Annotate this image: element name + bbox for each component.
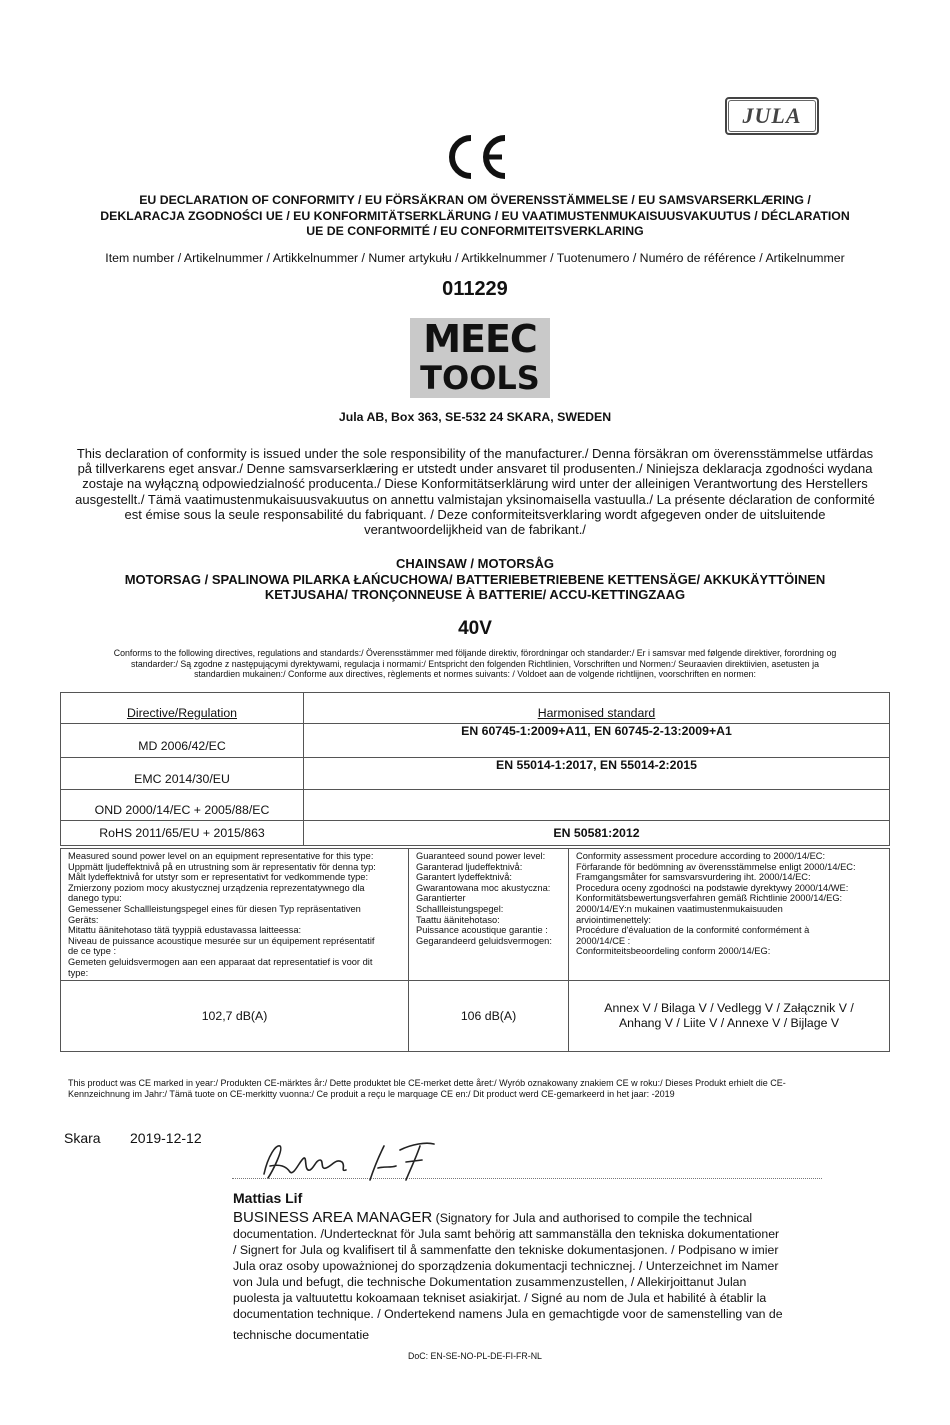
guaranteed-label-line: Gegarandeerd geluidsvermogen:: [416, 935, 552, 946]
product-title: [60, 556, 890, 603]
guaranteed-label-line: Gwarantowana moc akustyczna:: [416, 882, 551, 893]
ce-marked-line: Kennzeichnung im Jahr:/ Tämä tuote on CE-merkitty vuonna:/ Ce produit a reçu le marquage CE en:/ Dit product werd CE-gemarkeerd in het jaar: -2019: [68, 1088, 675, 1099]
signatory-text-line: Jula oraz osoby upoważnionej do sporządzenia dokumentacji technicznej. / Unterzeichnet im Namer: [233, 1259, 779, 1273]
table-row: [61, 724, 890, 758]
table-header-row: [61, 693, 890, 724]
signatory-block: [233, 1210, 823, 1343]
standard-cell: EN 55014-1:2017, EN 55014-2:2015: [304, 758, 890, 790]
guaranteed-label-line: Puissance acoustique garantie :: [416, 925, 548, 936]
guaranteed-label-line: Garantierter: [416, 893, 466, 904]
declaration-line: ausgestellt./ Tämä vaatimustenmukaisuusvakuutus on annettu valmistajan yksinomaisella vastuulla./ La présente déclaration de conformité: [75, 491, 875, 507]
guaranteed-label-line: Guaranteed sound power level:: [416, 851, 546, 861]
annex-line: Anhang V / Liite V / Annexe V / Bijlage V: [618, 1016, 840, 1031]
declaration-text: [60, 446, 890, 537]
header-standard: Harmonised standard: [304, 693, 890, 724]
voltage: 40V: [458, 618, 492, 639]
table-row: [61, 790, 890, 821]
procedure-label-line: Framgangsmåter for samsvarsvurdering iht. 2000/14/EC:: [576, 872, 811, 883]
signatory-text-line: / Signert for Jula og kvalifisert til å sammenfatte den tekniske dokumentasjonen. / Podpisano w imier: [233, 1243, 779, 1257]
sound-values-row: [61, 981, 890, 1052]
manufacturer-address: Jula AB, Box 363, SE-532 24 SKARA, SWEDEN: [338, 410, 612, 424]
guaranteed-label-cell: [409, 849, 569, 981]
signing-place: Skara: [64, 1130, 101, 1146]
ce-marked-year-text: [68, 1078, 888, 1100]
declaration-line: verantwoordelijkheid van de fabrikant./: [364, 522, 586, 538]
procedure-label-cell: [569, 849, 890, 981]
product-line: MOTORSAG / SPALINOWA PILARKA ŁAŃCUCHOWA/ BATTERIEBETRIEBENE KETTENSÄGE/ AKKUKÄYTTÖINEN: [124, 571, 826, 587]
meec-logo-text: MEEC: [423, 317, 537, 361]
procedure-label-line: 2000/14/EY:n mukainen vaatimustenmukaisuuden: [576, 903, 783, 914]
measured-label-cell: [61, 849, 409, 981]
procedure-label-line: Conformiteitsbeoordeling conform 2000/14/EG:: [576, 946, 771, 957]
doc-code: DoC: EN-SE-NO-PL-DE-FI-FR-NL: [408, 1351, 542, 1361]
title-line: DEKLARACJA ZGODNOŚCI UE / EU KONFORMITÄTSERKLÄRUNG / EU VAATIMUSTENMUKAISUUSVAKUUTUS / DÉCLARATION: [100, 208, 850, 223]
measured-label-line: type:: [68, 967, 89, 978]
declaration-line: This declaration of conformity is issued under the sole responsibility of the manufacturer./ Denna försäkran om överensstämmelse utfärdas: [76, 446, 874, 461]
guaranteed-label-line: Taattu äänitehotaso:: [416, 914, 500, 925]
measured-label-line: Mitattu äänitehotaso tätä tyyppiä edustavassa laitteessa:: [68, 925, 302, 936]
conforms-line: standardien mukainen:/ Conforme aux directives, règlements et normes suivants: / Voldoet aan de volgende richtlijnen, voorschriften en normen:: [194, 669, 756, 679]
measured-label-line: Zmierzony poziom mocy akustycznej urządzenia reprezentatywnego dla: [68, 882, 365, 893]
signatory-name: Mattias Lif: [233, 1190, 303, 1206]
declaration-title: [60, 193, 890, 240]
tools-logo-text: TOOLS: [420, 359, 540, 397]
measured-label-line: Niveau de puissance acoustique mesurée sur un équipement représentatif: [68, 935, 375, 946]
directives-table: [60, 692, 890, 846]
item-number: 011229: [442, 278, 508, 300]
signature-line: [232, 1178, 822, 1179]
procedure-label-line: Förfarande för bedömning av överensstämmelse enligt 2000/14/EC:: [576, 861, 856, 872]
signatory-text: (Signatory for Jula and authorised to compile the technical: [432, 1211, 753, 1225]
product-line: KETJUSAHA/ TRONÇONNEUSE À BATTERIE/ ACCU-KETTINGZAAG: [264, 587, 686, 602]
procedure-label-line: arviointimenettely:: [576, 914, 651, 925]
procedure-label-line: Procedura oceny zgodności na podstawie dyrektywy 2000/14/WE:: [576, 882, 849, 893]
conforms-line: standarder:/ Są zgodne z następującymi dyrektywami, regulacja i normami:/ Entspricht den folgenden Richtlinien, Vorschriften und Normen:/ Seuraavien direktiivien, asetusten ja: [131, 658, 819, 669]
procedure-label-line: 2000/14/CE :: [576, 935, 631, 946]
sound-power-table: [60, 848, 890, 1052]
guaranteed-label-line: Garantert lydeffektnivå:: [416, 872, 512, 883]
declaration-line: est émise sous la seule responsabilité du fabriquant. / Deze conformiteitsverklaring wordt afgegeven onder de uitsluitende: [124, 506, 826, 522]
procedure-label-line: Procédure d'évaluation de la conformité conformément à: [576, 925, 810, 936]
procedure-label-line: Conformity assessment procedure according to 2000/14/EC:: [576, 851, 826, 861]
signature-image: [250, 1136, 450, 1184]
signing-date: 2019-12-12: [130, 1130, 202, 1146]
product-line: CHAINSAW / MOTORSÅG: [396, 556, 554, 571]
guaranteed-value: 106 dB(A): [409, 981, 569, 1052]
measured-label-line: Geräts:: [68, 914, 99, 925]
measured-label-line: Gemessener Schallleistungspegel eines für diesen Typ repräsentativen: [68, 903, 361, 914]
table-row: [61, 821, 890, 846]
measured-label-line: Uppmätt ljudeffektnivå på en utrustning som är representativ för denna typ:: [68, 861, 376, 872]
directive-cell: RoHS 2011/65/EU + 2015/863: [61, 821, 304, 846]
measured-label-line: Målt lydeffektnivå for utstyr som er representativt for vedkommende type:: [68, 872, 369, 883]
measured-label-line: Measured sound power level on an equipment representative for this type:: [68, 851, 374, 861]
jula-logo-text: JULA: [728, 100, 816, 132]
standard-cell: EN 60745-1:2009+A11, EN 60745-2-13:2009+A1: [304, 724, 890, 758]
measured-label-line: Gemeten geluidsvermogen aan een apparaat dat representatief is voor dit: [68, 956, 373, 967]
declaration-line: zostaje na wyłączną odpowiedzialność producenta./ Diese Konformitätserklärung wird unter der alleinigen Verantwortung des Herstellers: [82, 476, 868, 492]
header-directive: Directive/Regulation: [61, 693, 304, 724]
jula-logo: [725, 97, 819, 135]
sound-labels-row: [61, 849, 890, 981]
conforms-line: Conforms to the following directives, regulations and standards:/ Överensstämmer med följande direktiv, förordningar och standarder:/ Er i samsvar med følgende direktiver, forordning og: [113, 648, 837, 658]
signatory-text-line: von Jula und befugt, die technische Dokumentation zusammenzustellen, / Allekirjoittanut Julan: [233, 1275, 747, 1289]
standard-cell: [304, 790, 890, 821]
measured-label-line: danego typu:: [68, 893, 122, 904]
item-number-label: Item number / Artikelnummer / Artikkelnummer / Numer artykułu / Artikkelnummer / Tuotenumero / Numéro de référence / Artikelnummer: [105, 251, 845, 265]
declaration-line: på tillverkarens eget ansvar./ Denne samsvarserklæring er utstedt under ansvaret til produsenten./ Niniejsza deklaracja zgodności wydana: [77, 461, 873, 477]
table-row: [61, 758, 890, 790]
annex-line: Annex V / Bilaga V / Vedlegg V / Załącznik V /: [604, 1001, 854, 1016]
procedure-label-line: Konformitätsbewertungsverfahren gemäß Richtlinie 2000/14/EG:: [576, 893, 843, 904]
guaranteed-label-line: Schallleistungspegel:: [416, 903, 504, 914]
signatory-text-line: [233, 1210, 823, 1226]
signatory-title: BUSINESS AREA MANAGER: [233, 1209, 433, 1226]
signatory-text-line: documentation technique. / Ondertekend namens Jula en gemachtigde voor de samenstelling van de: [233, 1307, 783, 1321]
annex-value: [569, 981, 890, 1052]
measured-value: 102,7 dB(A): [61, 981, 409, 1052]
directive-cell: EMC 2014/30/EU: [61, 758, 304, 790]
signatory-text-line: technische documentatie: [233, 1328, 370, 1342]
title-line: EU DECLARATION OF CONFORMITY / EU FÖRSÄKRAN OM ÖVERENSSTÄMMELSE / EU SAMSVARSERKLÆRING /: [139, 193, 811, 207]
directive-cell: MD 2006/42/EC: [61, 724, 304, 758]
meec-tools-logo: [410, 318, 550, 398]
conforms-text: [60, 648, 890, 680]
signatory-text-line: puolesta ja valtuutettu kokoamaan tekniset asiakirjat. / Signé au nom de Jula et habilité à établir la: [233, 1291, 767, 1305]
ce-mark-icon: [444, 133, 510, 181]
title-line: UE DE CONFORMITÉ / EU CONFORMITEITSVERKLARING: [306, 224, 644, 238]
directive-cell: OND 2000/14/EC + 2005/88/EC: [61, 790, 304, 821]
signatory-text-line: documentation. /Undertecknat för Jula samt behörig att sammanställa den tekniska dokumentationer: [233, 1227, 780, 1241]
measured-label-line: de ce type :: [68, 946, 117, 957]
ce-marked-line: This product was CE marked in year:/ Produkten CE-märktes år:/ Dette produktet ble CE-merket dette året:/ Wyrób oznakowany znakiem CE w roku:/ Dieses Produkt erhielt die CE-: [68, 1078, 786, 1088]
standard-cell: EN 50581:2012: [304, 821, 890, 846]
guaranteed-label-line: Garanterad ljudeffektnivå:: [416, 861, 523, 872]
